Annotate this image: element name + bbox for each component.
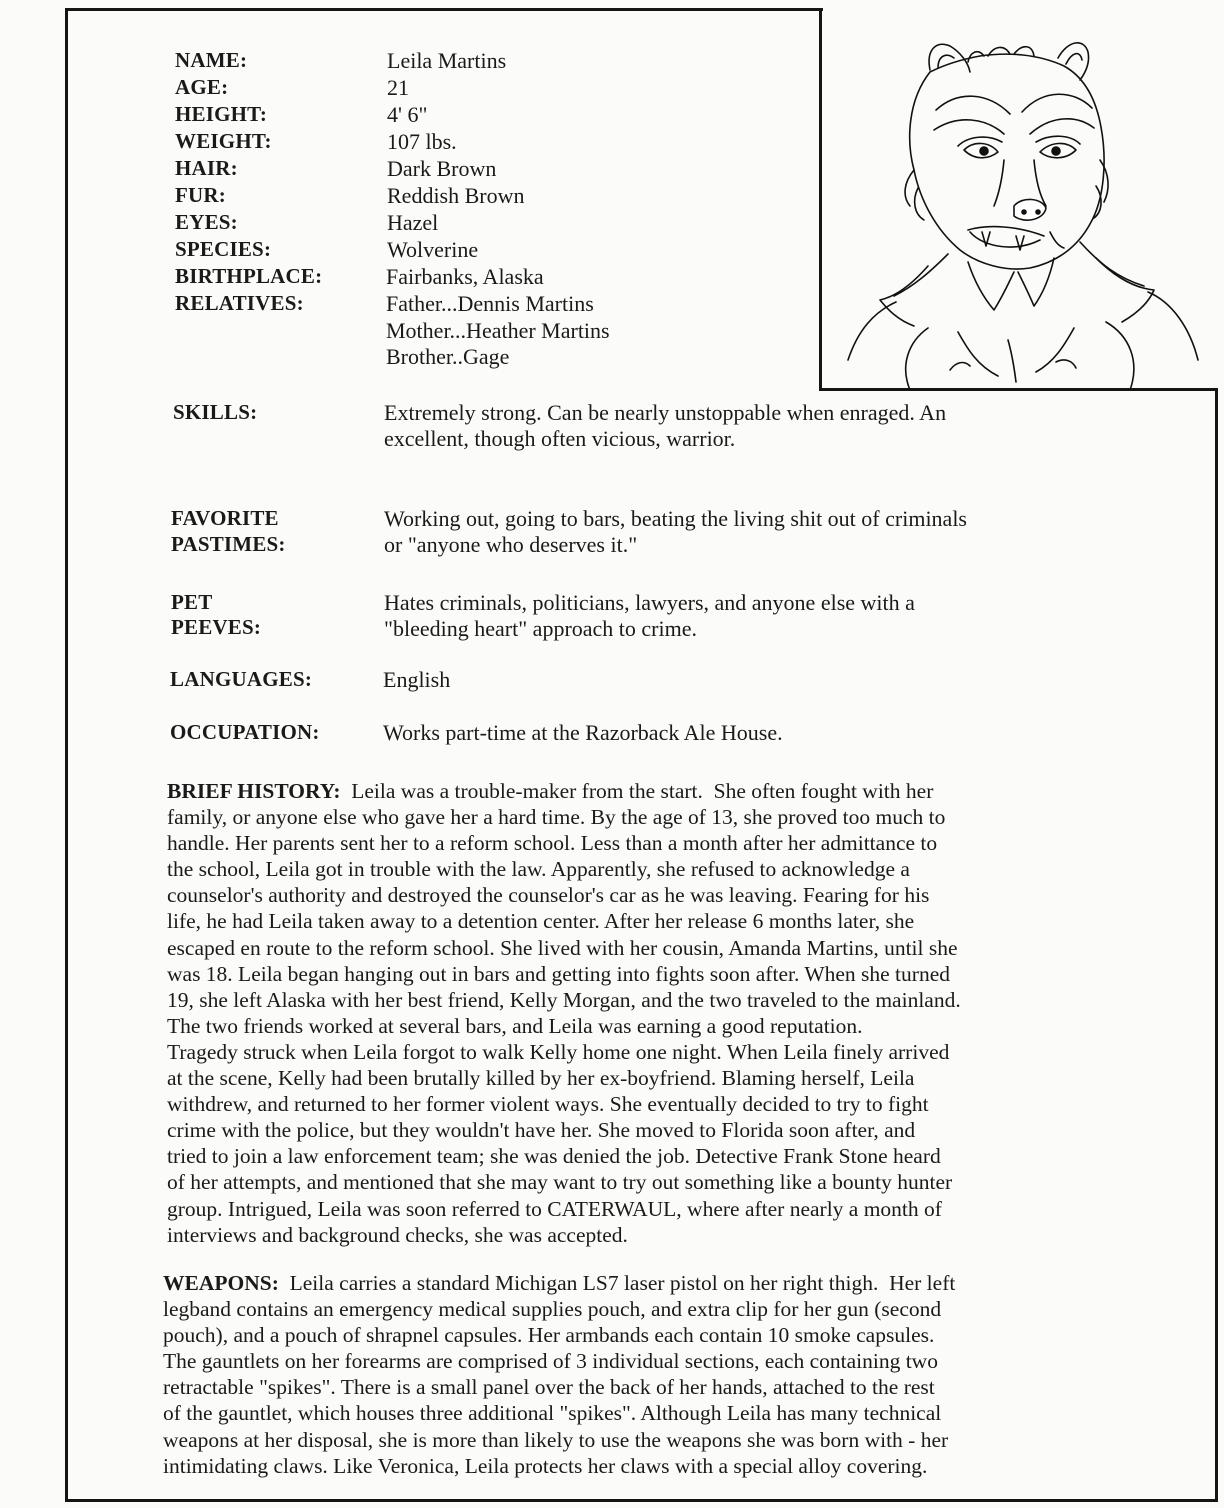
history-line: 19, she left Alaska with her best friend, Kelly Morgan, and the two traveled to the mainland.	[167, 987, 961, 1012]
relative-brother: Brother..Gage	[386, 344, 510, 369]
field-value-birthplace: Fairbanks, Alaska	[386, 264, 544, 289]
field-label-birthplace: BIRTHPLACE:	[175, 264, 323, 288]
frame-bottom-border	[65, 1499, 1218, 1502]
field-label-eyes: EYES:	[175, 210, 238, 234]
weapons-line: pouch), and a pouch of shrapnel capsules. Her armbands each contain 10 smoke capsules.	[163, 1323, 935, 1348]
frame-left-border	[65, 8, 68, 1502]
pastimes-line-1: Working out, going to bars, beating the living shit out of criminals	[384, 506, 967, 531]
history-line: The two friends worked at several bars, and Leila was earning a good reputation.	[167, 1013, 863, 1038]
field-value-hair: Dark Brown	[387, 156, 497, 181]
field-label-species: SPECIES:	[175, 237, 272, 261]
history-line: family, or anyone else who gave her a hard time. By the age of 13, she proved too much to	[167, 805, 946, 830]
history-line: was 18. Leila began hanging out in bars and getting into fights soon after. When she turned	[167, 961, 950, 986]
pastimes-label-2: PASTIMES:	[171, 532, 286, 556]
weapons-text: Leila carries a standard Michigan LS7 laser pistol on her right thigh. Her left	[278, 1271, 956, 1295]
pastimes-line-2: or "anyone who deserves it."	[384, 532, 638, 557]
field-value-name: Leila Martins	[387, 48, 507, 73]
field-value-relatives: Father...Dennis Martins	[386, 291, 594, 316]
languages-label: LANGUAGES:	[170, 667, 313, 691]
frame-right-border	[1215, 388, 1218, 1502]
field-label-hair: HAIR:	[175, 156, 238, 180]
history-line: tried to join a law enforcement team; she was denied the job. Detective Frank Stone heard	[167, 1144, 941, 1169]
history-line: of her attempts, and mentioned that she may want to try out something like a bounty hunter	[167, 1170, 953, 1195]
skills-label: SKILLS:	[173, 400, 258, 424]
relative-mother: Mother...Heather Martins	[386, 318, 610, 343]
occupation-value: Works part-time at the Razorback Ale House.	[383, 720, 783, 745]
weapons-line: retractable "spikes". There is a small panel over the back of her hands, attached to the rest	[163, 1375, 935, 1400]
frame-top-border	[65, 8, 823, 11]
peeves-line-2: "bleeding heart" approach to crime.	[384, 616, 697, 641]
history-line: the school, Leila got in trouble with the law. Apparently, she refused to acknowledge a	[167, 857, 910, 882]
history-line	[167, 778, 1092, 804]
peeves-label: PET PEEVES:	[171, 590, 262, 639]
history-label: BRIEF HISTORY:	[167, 779, 341, 803]
languages-value: English	[383, 667, 451, 692]
history-line: handle. Her parents sent her to a reform school. Less than a month after her admittance to	[167, 831, 938, 856]
history-line: crime with the police, but they wouldn't have her. She moved to Florida soon after, and	[167, 1118, 916, 1143]
weapons-line: weapons at her disposal, she is more than likely to use the weapons she was born with - her	[163, 1427, 949, 1452]
history-text: Leila was a trouble-maker from the start. She often fought with her	[340, 779, 934, 803]
field-value-species: Wolverine	[387, 237, 479, 262]
peeves-line-1: Hates criminals, politicians, lawyers, and anyone else with a	[384, 590, 915, 615]
history-line: group. Intrigued, Leila was soon referred to CATERWAUL, where after nearly a month of	[167, 1196, 942, 1221]
history-line: at the scene, Kelly had been brutally killed by her ex-boyfriend. Blaming herself, Leila	[167, 1066, 915, 1091]
field-label-weight: WEIGHT:	[175, 129, 272, 153]
field-label-fur: FUR:	[175, 183, 226, 207]
weapons-line: of the gauntlet, which houses three additional "spikes". Although Leila has many technical	[163, 1401, 942, 1426]
skills-line-1: Extremely strong. Can be nearly unstoppable when enraged. An	[384, 400, 947, 425]
history-line: counselor's authority and destroyed the counselor's car as he was leaving. Fearing for his	[167, 883, 930, 908]
weapons	[163, 1270, 1088, 1479]
pastimes-label-1: FAVORITE	[171, 506, 279, 530]
field-label-relatives: RELATIVES:	[175, 291, 304, 315]
weapons-line	[163, 1270, 1088, 1296]
field-value-eyes: Hazel	[387, 210, 439, 235]
field-value-age: 21	[387, 75, 409, 100]
occupation-label: OCCUPATION:	[170, 720, 320, 744]
field-label-height: HEIGHT:	[175, 102, 268, 126]
character-portrait	[818, 10, 1216, 390]
brief-history	[167, 778, 1092, 1248]
history-line: interviews and background checks, she was accepted.	[167, 1222, 628, 1247]
weapons-line: The gauntlets on her forearms are comprised of 3 individual sections, each containing two	[163, 1349, 938, 1374]
history-line: life, he had Leila taken away to a detention center. After her release 6 months later, she	[167, 909, 915, 934]
history-line: Tragedy struck when Leila forgot to walk Kelly home one night. When Leila finely arrived	[167, 1039, 950, 1064]
history-line: escaped en route to the reform school. She lived with her cousin, Amanda Martins, until she	[167, 935, 958, 960]
field-value-height: 4' 6"	[387, 102, 428, 127]
field-label-age: AGE:	[175, 75, 229, 99]
field-value-fur: Reddish Brown	[387, 183, 525, 208]
field-label-name: NAME:	[175, 48, 248, 72]
weapons-line: intimidating claws. Like Veronica, Leila protects her claws with a special alloy covering.	[163, 1453, 928, 1478]
field-value-weight: 107 lbs.	[387, 129, 457, 154]
weapons-line: legband contains an emergency medical supplies pouch, and extra clip for her gun (second	[163, 1297, 942, 1322]
history-line: withdrew, and returned to her former violent ways. She eventually decided to try to fight	[167, 1092, 929, 1117]
weapons-label: WEAPONS:	[163, 1271, 279, 1295]
skills-line-2: excellent, though often vicious, warrior.	[384, 426, 736, 451]
